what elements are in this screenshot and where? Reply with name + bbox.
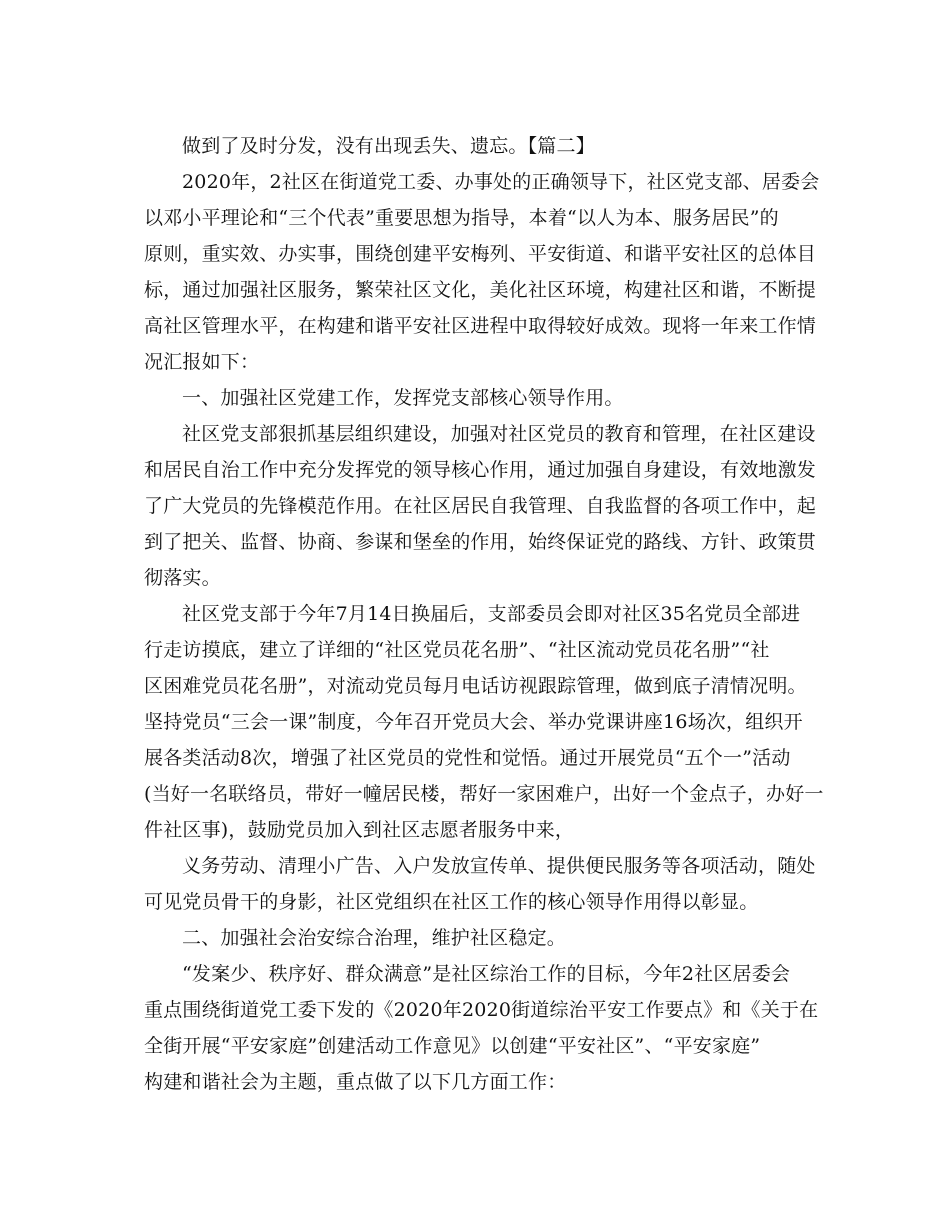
paragraph-line: 高社区管理水平，在构建和谐平安社区进程中取得较好成效。现将一年来工作情 [144,315,817,337]
paragraph-line: 义务劳动、清理小广告、入户发放宣传单、提供便民服务等各项活动，随处 [182,855,816,877]
paragraph-line: 到了把关、监督、协商、参谋和堡垒的作用，始终保证党的路线、方针、政策贯 [144,531,817,553]
paragraph-line: 区困难党员花名册”，对流动党员每月电话访视跟踪管理，做到底子清情况明。 [144,675,807,697]
paragraph-line: 可见党员骨干的身影，社区党组织在社区工作的核心领导作用得以彰显。 [144,891,759,913]
paragraph-line: 件社区事)，鼓励党员加入到社区志愿者服务中来， [144,819,575,841]
paragraph-line: 社区党支部于今年7月14日换届后，支部委员会即对社区35名党员全部进 [182,603,801,625]
paragraph-line: 全街开展“平安家庭”创建活动工作意见》以创建“平安社区”、“平安家庭” [144,1035,761,1057]
paragraph-line: 了广大党员的先锋模范作用。在社区居民自我管理、自我监督的各项工作中，起 [144,495,817,517]
paragraph-line: 况汇报如下： [144,351,260,373]
paragraph-line: 原则，重实效、办实事，围绕创建平安梅列、平安街道、和谐平安社区的总体目 [144,243,817,265]
section-heading: 二、加强社会治安综合治理，维护社区稳定。 [182,927,567,949]
paragraph-line: 彻落实。 [144,567,221,589]
section-heading: 一、加强社区党建工作，发挥党支部核心领导作用。 [182,387,624,409]
paragraph-line: 坚持党员“三会一课”制度，今年召开党员大会、举办党课讲座16场次，组织开 [144,711,803,733]
paragraph-line: 2020年，2社区在街道党工委、办事处的正确领导下，社区党支部、居委会 [182,171,820,193]
paragraph-line: 标，通过加强社区服务，繁荣社区文化，美化社区环境，构建社区和谐，不断提 [144,279,817,301]
paragraph-line: 以邓小平理论和“三个代表”重要思想为指导，本着“以人为本、服务居民”的 [144,207,779,229]
paragraph-line: “发案少、秩序好、群众满意”是社区综治工作的目标，今年2社区居委会 [182,963,791,985]
paragraph-line: 展各类活动8次，增强了社区党员的党性和觉悟。通过开展党员“五个一”活动 [144,747,791,769]
paragraph-line: 做到了及时分发，没有出现丢失、遗忘。【篇二】 [182,135,595,157]
paragraph-line: (当好一名联络员，带好一幢居民楼，帮好一家困难户，出好一个金点子，办好一 [144,783,824,805]
paragraph-line: 社区党支部狠抓基层组织建设，加强对社区党员的教育和管理，在社区建设 [182,423,816,445]
paragraph-line: 和居民自治工作中充分发挥党的领导核心作用，通过加强自身建设，有效地激发 [144,459,817,481]
paragraph-line: 构建和谐社会为主题，重点做了以下几方面工作： [144,1071,567,1093]
paragraph-line: 重点围绕街道党工委下发的《2020年2020街道综治平安工作要点》和《关于在 [144,999,819,1021]
paragraph-line: 行走访摸底，建立了详细的“社区党员花名册”、“社区流动党员花名册”“社 [144,639,770,661]
